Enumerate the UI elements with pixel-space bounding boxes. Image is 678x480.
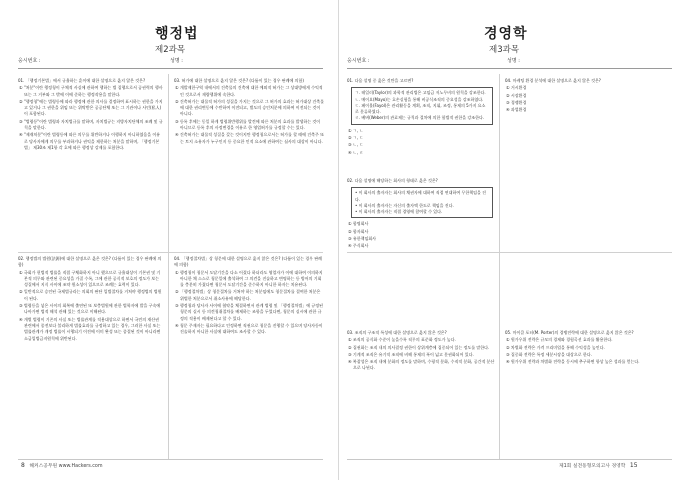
statement-item: ㄷ. 페이욜(Fayol)은 관리활동을 계획, 조직, 지휘, 조정, 통제의 5가지 요소로 분류하였다. [355,102,486,115]
statement-item: • 이 회사의 출자자는 회사의 채권자에 대하여 직접 연대하여 무한책임을 진다. [355,190,486,202]
option-4[interactable]: ④ 청문 주재자는 필요하다고 인정하면 직권으로 청문을 진행할 수 있으며 당사자등이 진술하지 아니한 사실에 대하여도 조사할 수 있다. [175,322,323,335]
option-4[interactable]: ④ 건축허가는 대물적 성질을 갖는 것이지만 행정청으로서는 허가를 할 때에 건축주 또는 토지 소유자가 누구인지 등 중요한 인적 요소에 관하여는 심사의 대상이 아니다. [175,132,324,144]
row-divider [18,252,323,253]
option-2[interactable]: ② 집권화는 조직 내의 의사결정 권한이 상위계층에 집중되어 있는 정도를 말한다. [348,344,490,350]
option-1[interactable]: ① 거시환경 [506,85,527,91]
question-02 [347,178,495,250]
question-stem: 05. 마이클 포터(M. Porter)의 경쟁전략에 대한 설명으로 옳지 않은 것은? [505,330,634,335]
page-number: 8 [21,462,25,469]
subject-title: 경영학 [484,26,528,42]
option-3[interactable]: ③ ㄴ, ㄷ [348,142,364,148]
option-3[interactable]: ③ 유한책임회사 [348,236,377,242]
option-2[interactable]: ② 시장환경 [506,92,527,98]
option-1[interactable]: ① 개발제한구역 내에서의 건축물의 건축에 대한 예외적 허가는 그 상대방에게 수익적인 것으로서 재량행위에 속한다. [175,85,323,97]
footer-divider [347,459,672,460]
option-3[interactable]: ③ 집중화 전략은 특정 세분시장을 대상으로 한다. [506,351,592,357]
option-1[interactable]: ① ㄱ, ㄴ [348,127,364,133]
subject-title: 행정법 [155,26,199,42]
footer-text: 해커스공무원 www.Hackers.com [29,464,103,469]
option-1[interactable]: ① 합명회사 [348,221,369,227]
option-2[interactable]: ② 일반적으로 승인된 국제법규라는 의회의 판단 입법절차를 거쳐야 행정법의 법원이 된다. [19,289,162,301]
option-2[interactable]: ② 「행정절차법」상 청문절차를 거쳐야 하는 처분임에도 청문절차를 결여한 처분은 위법한 처분으로서 취소사유에 해당한다. [175,289,321,301]
question-04 [505,78,665,113]
question-stem: 03. 허가에 대한 설명으로 옳지 않은 것은? (다툼이 있는 경우 판례에 의함) [174,78,304,83]
candidate-info [347,57,672,66]
option-2[interactable]: ② 건축허가는 대물적 허가의 성질을 가지는 것으로 그 허가의 효과는 허가대상 건축물에 대한 권리변동에 수반하여 이전되고, 별도의 승인처분에 의하여 이전되는 것이 아니다. [175,98,324,117]
question-04 [174,256,324,336]
option-3[interactable]: ③ "법령등"이란 법령과 자치법규를 말하며, 자치법규는 지방자치단체의 조례 및 규칙을 말한다. [19,118,163,131]
page-footer [559,462,641,469]
column-divider [499,74,500,459]
option-1[interactable]: ① 행정청이 청문서 도달기간을 다소 어겼다 하더라도 영업자가 이에 대하여 이의하지 아니한 채 스스로 청문일에 출석하여 그 의견을 진술하고 변명하는 등 방어의 기회를 충분히 가졌다면 청문서 도달기간을 준수하지 아니한 하자는 치유된다. [175,269,323,288]
name-label: 성명 : [507,58,520,64]
candidate-info [18,57,323,66]
subject-number: 제2과목 [155,45,186,55]
question-stem: 02. 다음 설명에 해당하는 회사의 형태로 옳은 것은? [347,178,438,183]
option-3[interactable]: ③ 등록 후에는 동일 하게 법령위반행위를 발견에 따른 처분의 효과를 발생하는 것이 아니므로 등록 후의 사정변경을 이유로 한 영업허가를 규정할 수는 있다. [175,118,321,131]
option-2[interactable]: ② 합자회사 [348,228,369,234]
statement-item: • 이 회사의 출자자는 직접 경영에 참여할 수 있다. [355,209,443,215]
column-divider [168,74,169,459]
option-4[interactable]: ④ 복잡성은 조직 내에 분화의 정도를 말하며, 수평적 분화, 수직적 분화, 공간적 분산으로 나뉜다. [348,359,495,371]
option-2[interactable]: ② ㄱ, ㄷ [348,135,364,141]
statement-item: ㄹ. 베버(Weber)의 관료제는 규칙과 절차에 의한 합법적 권한을 강조한다. [355,115,485,121]
question-stem: 03. 조직의 구조적 특성에 대한 설명으로 옳지 않은 것은? [347,330,447,335]
option-4[interactable]: ④ 개별 법령이 기존의 사실 또는 법률관계를 적용대상으로 하면서 국민의 재산권 관련에서 종전보다 불리하게 법률효과를 규정하고 있는 경우, 그러한 사실 또는 법률관계가 개정 법률이 시행되기 이전에 이미 완성 또는 종결된 것이 아니라면 소급입법금지원칙에 위반된다. [19,316,161,341]
question-stem: 01. 「행정기본법」에서 규율하는 훈이에 대한 설명으로 옳지 않은 것은? [18,78,146,83]
statement-item: ㄴ. 메이요(Mayo)는 호손실험을 통해 비공식조직의 중요성을 강조하였다. [355,96,484,102]
option-4[interactable]: ④ 주식회사 [348,243,369,249]
statement-item: • 이 회사의 출자자는 자신의 출자액 한도로 책임을 진다. [355,202,454,208]
option-1[interactable]: ① 조직의 공식화 수준이 높을수록 직무의 표준화 정도가 높다. [348,337,456,343]
statement-box [351,87,493,124]
question-02 [18,256,163,342]
question-stem: 04. 마케팅 환경 분석에 대한 설명으로 옳지 않은 것은? [505,78,601,83]
option-1[interactable]: ① 원가우위 전략은 규모의 경제와 경험곡선 효과를 활용한다. [506,337,613,343]
question-03 [347,330,495,372]
option-2[interactable]: ② "행정청"에는 법령등에 따라 행정에 관한 의사를 결정하여 표시하는 권한을 가지고 있거나 그 권한을 위임 또는 위탁받은 공공단체 또는 그 기관이나 사인(私人)이 포함된다. [19,98,163,117]
page-footer [18,462,103,469]
option-3[interactable]: ③ 법령등을 넣은 사이의 회복에 출연된 또 보충법원에 관한 법학자에 발을 구속에 나아가면 법적 해석 관해 있는 것으로 이해된다. [19,303,161,315]
question-05 [505,330,665,365]
question-stem: 01. 다음 설명 중 옳은 것만을 고르면? [347,78,414,83]
option-1[interactable]: ① 국회가 헌법적 법률을 직접 구체화하지 아니 했으므로 규율대상이 기본권 및 기본적 의무와 관련된 중요성을 가질 수록, 그에 관한 공식적 보호의 정도가 보는 성질에서 지식 사이에 조약 원소성이 있으므로 조례는 효력이 있다. [19,269,161,288]
info-divider [18,68,323,69]
subject-number: 제3과목 [489,45,520,55]
exam-number-label: 응시번호 : [347,58,370,64]
question-01 [347,78,495,156]
question-01 [18,78,163,151]
question-stem: 02. 행정법의 법원(法源)에 대한 설명으로 옳은 것은? (다툼이 있는 경우 판례에 의함) [18,256,162,268]
option-4[interactable]: ④ 원가우위 전략과 차별화 전략을 동시에 추구하면 항상 높은 성과를 얻는다. [506,359,640,365]
page-number: 15 [629,462,638,469]
option-3[interactable]: ③ 경쟁환경 [506,99,527,105]
statement-box [351,187,493,218]
exam-number-label: 응시번호 : [18,58,41,64]
footer-divider [18,459,323,460]
statement-item: ㄱ. 테일러(Taylor)의 과학적 관리법은 고임금 저노무비의 원칙을 강조한다. [355,90,486,96]
question-stem: 04. 「행정절차법」상 청문에 대한 설명으로 옳지 않은 것은? (다툼이 있는 경우 판례에 의함) [174,256,322,268]
info-divider [347,68,672,69]
option-1[interactable]: ① "처분"이란 행정청이 구체적 사실에 관하여 행하는 법 집행으로서 공권력의 행사 또는 그 거부와 그 밖에 이에 준하는 행정작용을 말한다. [19,85,163,97]
question-03 [174,78,324,145]
option-4[interactable]: ④ 과업환경 [506,107,527,113]
option-4[interactable]: ④ "제재처분"이란 법령등에 따른 의무를 위반하거나 이행하지 아니하였음을 이유로 당사자에게 의무를 부과하거나 권익을 제한하는 처분을 말하며, 「행정기본법」 제30조 제1항 각 호에 따른 행정상 강제를 포함한다. [19,132,161,150]
option-3[interactable]: ③ 행정청과 당사자 사이에 협약을 체결하면서 관계 법령 및 「행정절차법」에 규정된 청문의 실시 등 의견청취절차를 배제하는 조항을 두었다면, 청문의 실시에 관한 규정의 적용이 배제된다고 할 수 있다. [175,303,323,321]
right-page [339,0,678,480]
option-2[interactable]: ② 차별화 전략은 가격 프리미엄을 통해 수익성을 높인다. [506,344,605,350]
option-3[interactable]: ③ 기계적 조직은 유기적 조직에 비해 통제의 폭이 넓고 분권화되어 있다. [348,351,474,357]
name-label: 성명 : [170,58,183,64]
row-divider [347,252,672,253]
option-4[interactable]: ④ ㄴ, ㄹ [348,149,364,155]
footer-text: 제1회 실전동형모의고사 경영학 [559,464,626,469]
